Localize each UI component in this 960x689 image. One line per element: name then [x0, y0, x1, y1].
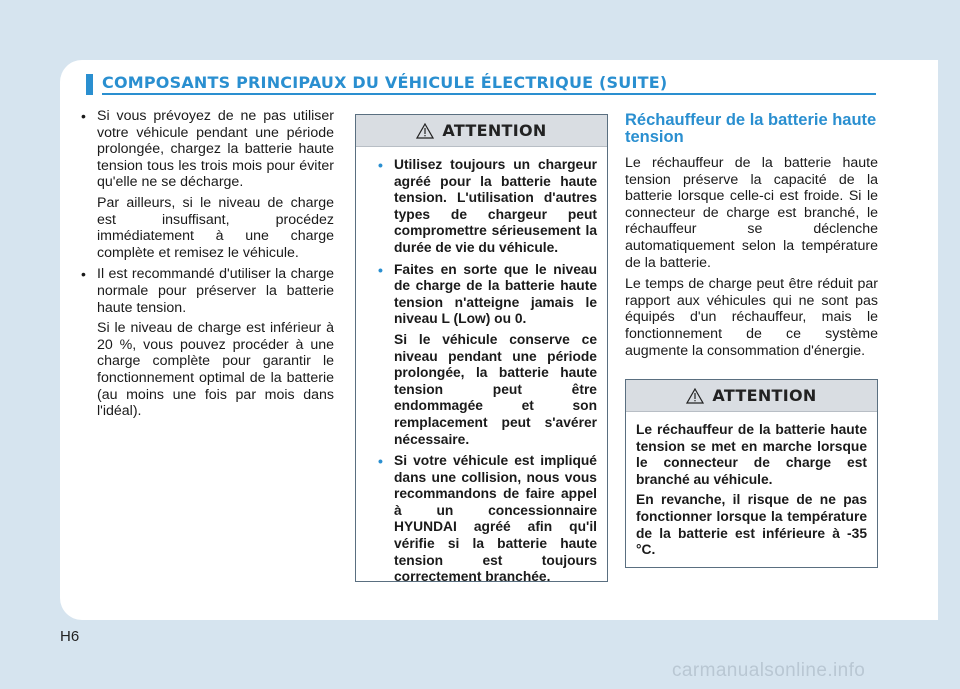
- attention-header: [626, 380, 877, 412]
- paragraph: Si le niveau de charge est inférieur à 20 %, vous pouvez procéder à une charge complète pour garantir le fonctionnement optimal de la batterie (au moins une fois par mois dans l'idéal).: [97, 320, 334, 420]
- paragraph: Le réchauffeur de la batterie haute tension préserve la capacité de la batterie lorsque celle-ci est froide. Si le connecteur de charge est branché, le réchauffeur se déclenche automatiquement selon la température de la batterie.: [625, 155, 878, 271]
- attention-heading: ATTENTION: [712, 386, 817, 405]
- bullet: •: [378, 261, 383, 278]
- attention-box-charging: [355, 114, 608, 585]
- paragraph: Le réchauffeur de la batterie haute tension se met en marche lorsque le connecteur de charge est branché au véhicule.: [636, 422, 867, 487]
- attention-body: [626, 412, 877, 569]
- attention-box-heater: [625, 379, 878, 568]
- paragraph: Si vous prévoyez de ne pas utiliser votre véhicule pendant une période prolongée, chargez la batterie haute tension tous les trois mois pour éviter qu'elle ne se décharge.: [97, 108, 334, 191]
- paragraph: En revanche, il risque de ne pas fonctionner lorsque la température de la batterie est inférieure à -35 °C.: [636, 492, 867, 558]
- section-title: COMPOSANTS PRINCIPAUX DU VÉHICULE ÉLECTRIQUE (SUITE): [102, 73, 668, 92]
- header-underline: [102, 93, 876, 95]
- attention-body: [356, 147, 607, 601]
- paragraph: Il est recommandé d'utiliser la charge normale pour préserver la batterie haute tension.: [97, 266, 334, 316]
- list-item: [376, 453, 597, 586]
- paragraph: Si le véhicule conserve ce niveau pendant une période prolongée, la batterie haute tension peut être endommagée et son remplacement peut s'avérer nécessaire.: [394, 331, 597, 447]
- attention-heading: ATTENTION: [442, 121, 547, 140]
- bullet: •: [81, 108, 86, 124]
- page-number: H6: [60, 628, 80, 645]
- right-column: [625, 112, 878, 359]
- header-accent-bar: [86, 74, 93, 95]
- paragraph: Utilisez toujours un chargeur agréé pour la batterie haute tension. L'utilisation d'autres types de chargeur peut compromettre sérieusement la durée de vie du véhicule.: [394, 157, 597, 255]
- paragraph: Par ailleurs, si le niveau de charge est insuffisant, procédez immédiatement à une charge complète et remisez le véhicule.: [97, 194, 334, 261]
- warning-triangle-icon: [686, 388, 704, 404]
- bullet: •: [81, 266, 86, 283]
- list-item: [376, 157, 597, 257]
- paragraph: Si votre véhicule est impliqué dans une collision, nous vous recommandons de faire appel à un concessionnaire HYUNDAI agréé afin qu'il vérifie si la batterie haute tension est toujours correctement branchée.: [394, 453, 597, 585]
- section-header: [86, 72, 876, 96]
- paragraph: Le temps de charge peut être réduit par rapport aux véhicules qui ne sont pas équipés d'un réchauffeur, mais le fonctionnement de ce système augmente la consommation d'énergie.: [625, 276, 878, 359]
- watermark: carmanualsonline.info: [672, 660, 866, 681]
- attention-header: [356, 115, 607, 147]
- warning-triangle-icon: [416, 123, 434, 139]
- left-column: [78, 108, 334, 425]
- list-item: [78, 108, 334, 261]
- subsection-title: Réchauffeur de la batterie haute tension: [625, 111, 877, 146]
- bullet: •: [378, 453, 383, 470]
- paragraph: Faites en sorte que le niveau de charge de la batterie haute tension n'atteigne jamais le niveau L (Low) ou 0.: [394, 261, 597, 327]
- list-item: [78, 266, 334, 419]
- list-item: [376, 262, 597, 449]
- bullet: •: [378, 157, 383, 173]
